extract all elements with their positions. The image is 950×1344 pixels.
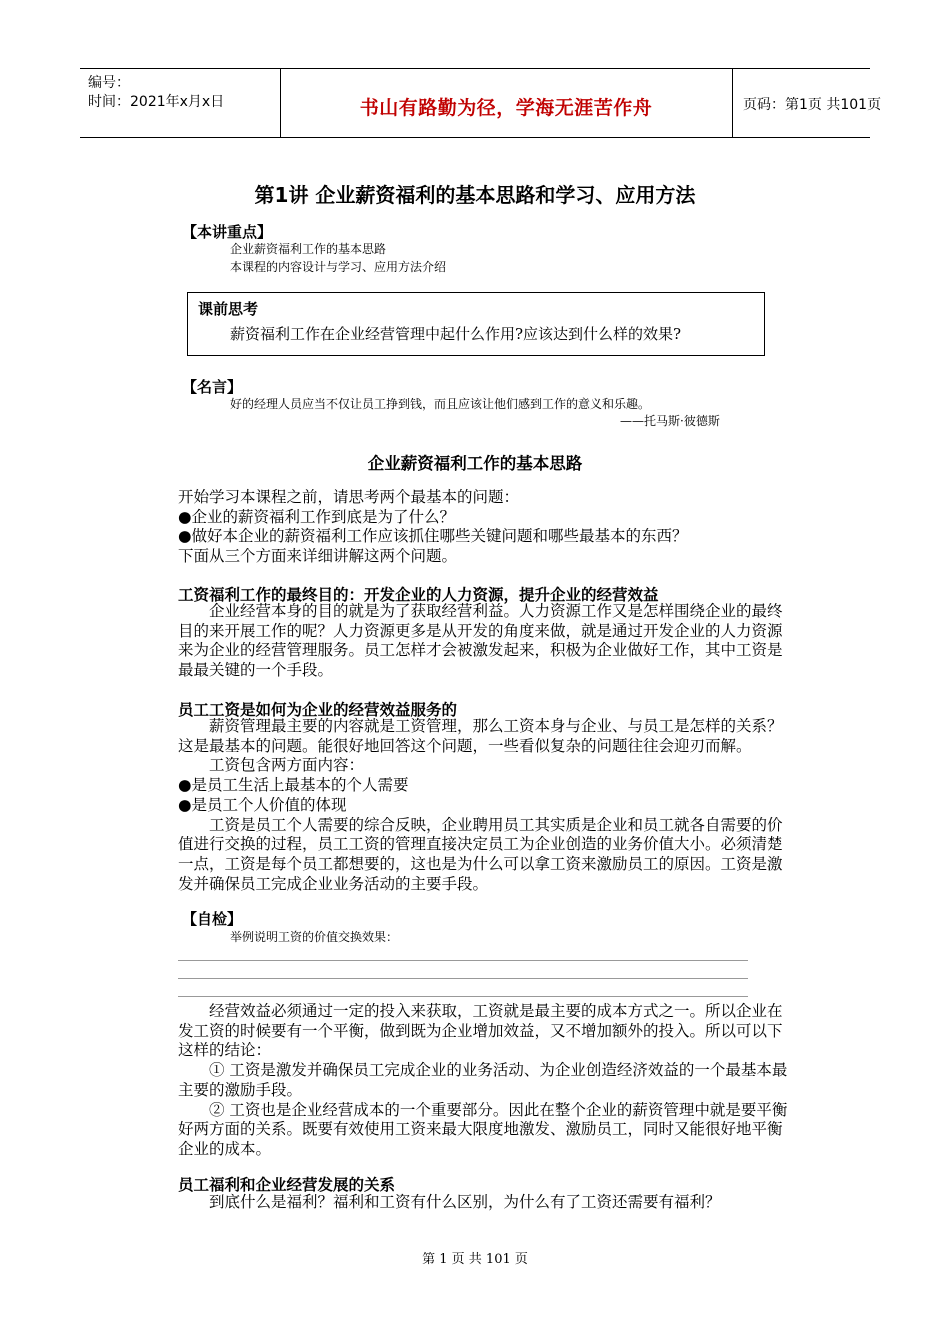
body-line: 这是最基本的问题。能很好地回答这个问题，一些看似复杂的问题往往会迎刃而解。 [178,736,752,755]
section-heading: 员工工资是如何为企业的经营效益服务的 [178,701,458,719]
intro-line: 开始学习本课程之前，请思考两个最基本的问题： [178,488,520,506]
key-points-label: 【本讲重点】 [182,223,273,241]
self-check-prompt: 举例说明工资的价值交换效果： [230,930,399,944]
doc-number-label: 编号： [88,75,130,91]
quote-text: 好的经理人员应当不仅让员工挣到钱，而且应该让他们感到工作的意义和乐趣。 [230,397,651,411]
body-line: 来为企业的经营管理服务。员工怎样才会被激发起来，积极为企业做好工作，其中工资是 [178,641,783,660]
answer-line [178,978,748,979]
lecture-title: 第1讲 企业薪资福利的基本思路和学习、应用方法 [254,183,696,207]
body-line: 好两方面的关系。既要有效使用工资来最大限度地激发、激励员工，同时又能很好地平衡 [178,1120,783,1139]
body-line: ② 工资也是企业经营成本的一个重要部分。因此在整个企业的薪资管理中就是要平衡 [178,1100,788,1119]
header-motto: 书山有路勤为径，学海无涯苦作舟 [359,97,653,119]
header-meta-cell [80,69,281,137]
body-line: 值进行交换的过程，员工工资的管理直接决定员工为企业创造的业务价值大小。必须清楚 [178,835,783,854]
body-line: 到底什么是福利？福利和工资有什么区别，为什么有了工资还需要有福利？ [178,1193,721,1211]
answer-line [178,996,748,997]
section-body [178,717,810,894]
header-motto-cell [280,69,733,137]
body-line: 企业的成本。 [178,1139,272,1158]
body-line: 工资包含两方面内容： [178,756,365,775]
body-line: 企业经营本身的目的就是为了获取经营利益。人力资源工作又是怎样围绕企业的最终 [178,602,783,620]
body-line: 主要的激励手段。 [178,1080,303,1099]
body-line: 最最关键的一个手段。 [178,661,334,680]
body-line: 目的来开展工作的呢？人力资源更多是从开发的角度来做，就是通过开发企业的人力资源 [178,621,783,640]
body-line: 工资是员工个人需要的综合反映，企业聘用员工其实质是企业和员工就各自需要的价 [178,815,783,834]
key-point-item: 本课程的内容设计与学习、应用方法介绍 [230,260,447,274]
section-heading: 工资福利工作的最终目的：开发企业的人力资源，提升企业的经营效益 [178,586,659,604]
doc-time-label: 时间：2021年x月x日 [88,94,225,110]
body-bullet: ●是员工生活上最基本的个人需要 [178,776,409,795]
body-line: 这样的结论： [178,1041,272,1060]
body-line: 发工资的时候要有一个平衡，做到既为企业增加效益，又不增加额外的投入。所以可以下 [178,1021,783,1040]
header-page-cell [733,69,882,137]
body-line: 发并确保员工完成企业业务活动的主要手段。 [178,874,489,893]
intro-line: 下面从三个方面来详细讲解这两个问题。 [178,547,458,566]
section-title: 企业薪资福利工作的基本思路 [367,454,583,473]
self-check-label: 【自检】 [182,910,243,928]
body-bullet: ●是员工个人价值的体现 [178,795,347,814]
page-header [80,68,882,138]
body-line: 薪资管理最主要的内容就是工资管理，那么工资本身与企业、与员工是怎样的关系？ [178,717,783,735]
pre-class-label: 课前思考 [198,300,259,318]
section-body [178,602,810,681]
pre-class-question: 薪资福利工作在企业经营管理中起什么作用?应该达到什么样的效果? [230,325,682,343]
answer-line [178,960,748,961]
page-footer: 第 1 页 共 101 页 [422,1252,528,1267]
key-point-item: 企业薪资福利工作的基本思路 [230,242,387,256]
section-body [178,1002,810,1160]
intro-bullet: ●企业的薪资福利工作到底是为了什么？ [178,507,456,526]
body-line: 经营效益必须通过一定的投入来获取，工资就是最主要的成本方式之一。所以企业在 [178,1002,783,1020]
section-heading: 员工福利和企业经营发展的关系 [178,1176,396,1194]
header-page-info: 页码：第1页 共101页 [743,97,882,113]
intro-block [178,488,810,567]
quote-author: ——托马斯·彼德斯 [620,414,720,428]
intro-bullet: ●做好本企业的薪资福利工作应该抓住哪些关键问题和哪些最基本的东西？ [178,527,688,546]
pre-class-box [187,292,765,356]
quote-label: 【名言】 [182,378,243,396]
body-line: 一点，工资是每个员工都想要的，这也是为什么可以拿工资来激励员工的原因。工资是激 [178,854,783,873]
body-line: ① 工资是激发并确保员工完成企业的业务活动、为企业创造经济效益的一个最基本最 [178,1061,788,1080]
section-body [178,1193,810,1213]
